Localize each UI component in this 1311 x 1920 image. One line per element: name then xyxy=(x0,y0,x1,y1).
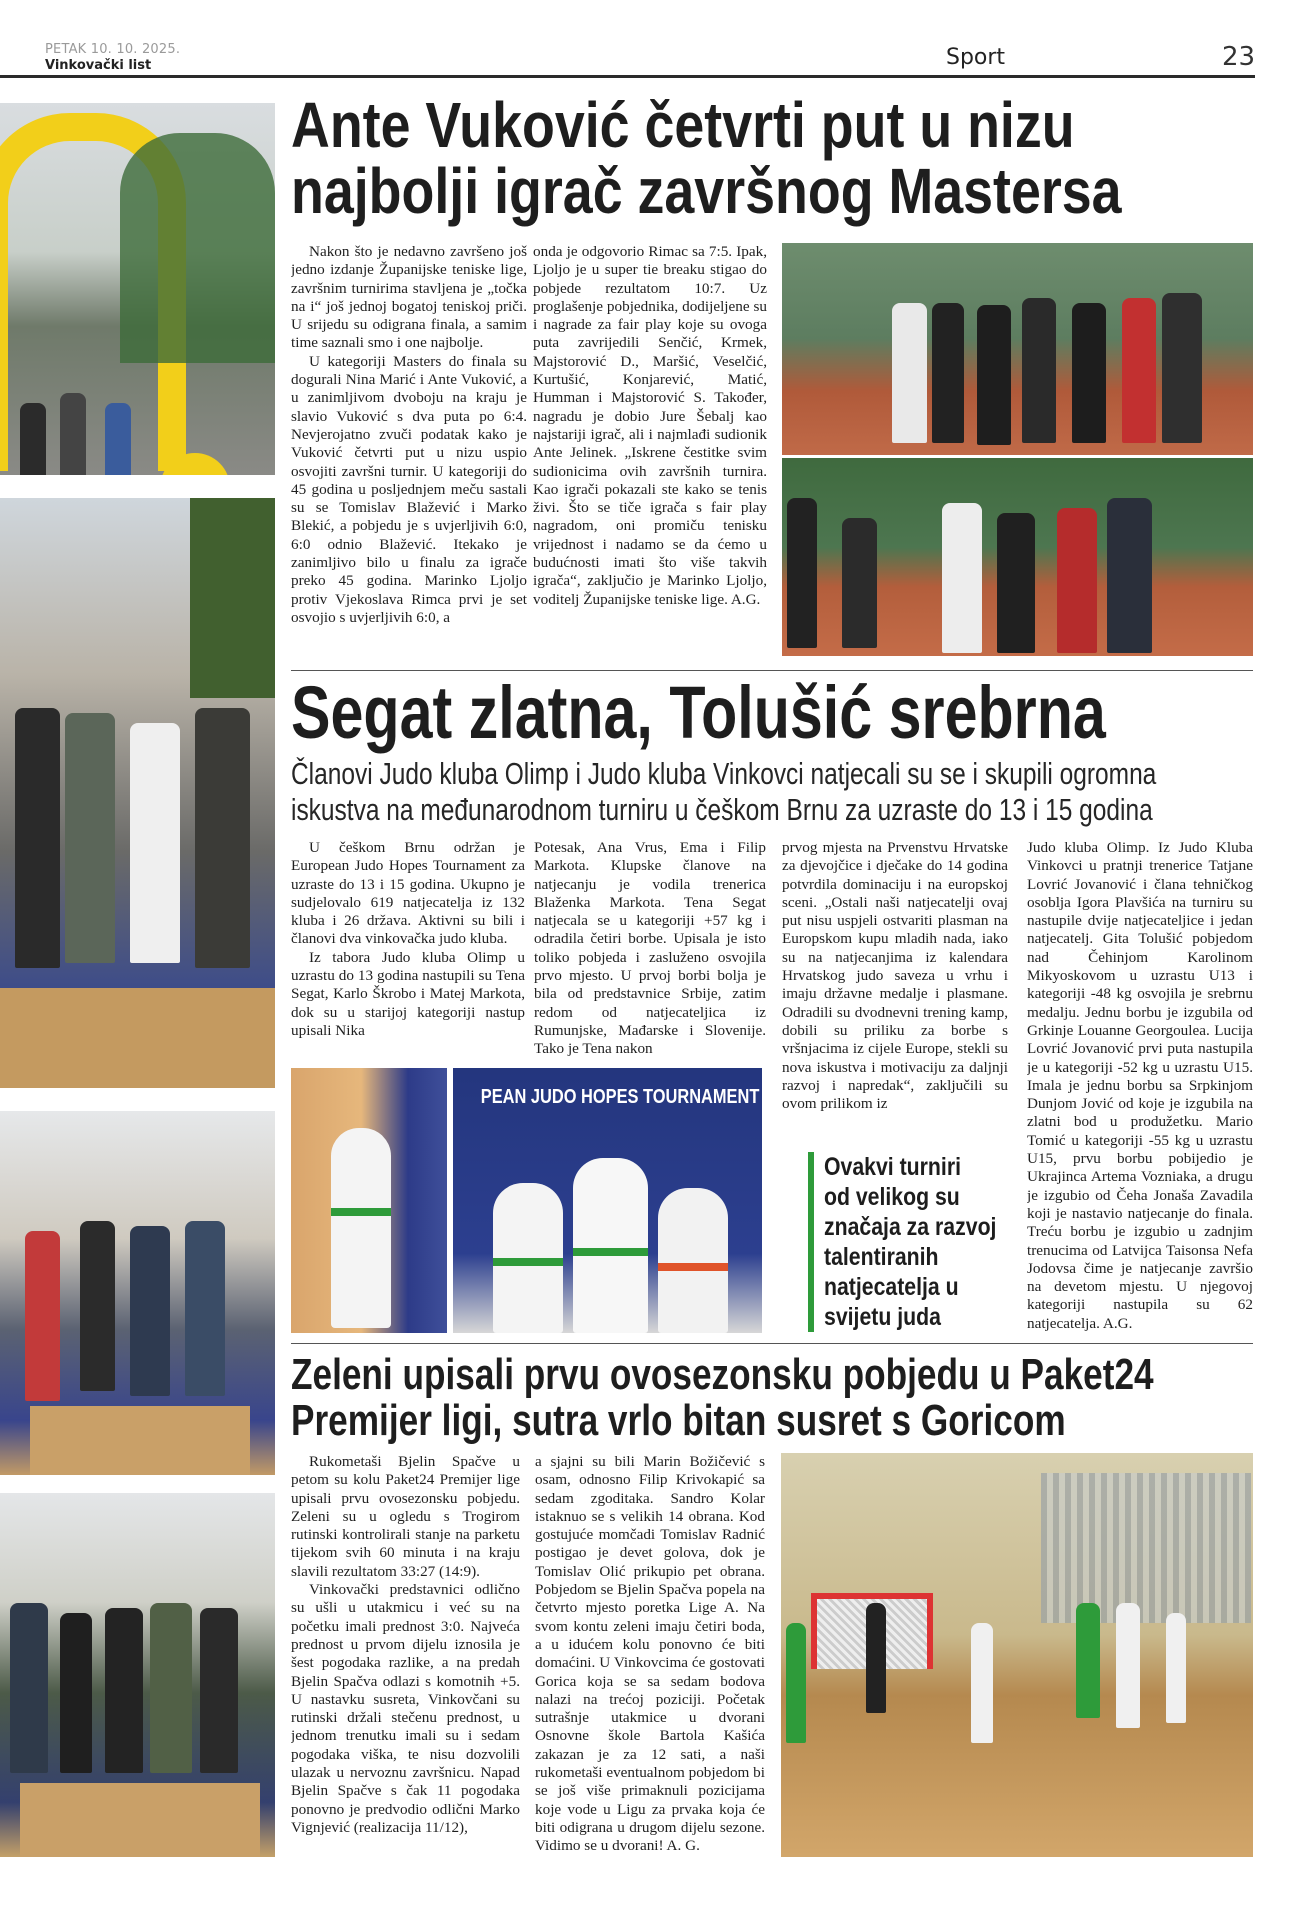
photo-marathon xyxy=(0,103,275,475)
subhead-line: iskustva na međunarodnom turniru u češkom Brnu za uzraste do 13 i 15 godina xyxy=(291,792,1153,827)
quote-line: od velikog su xyxy=(824,1183,960,1211)
article1-headline xyxy=(291,89,1280,227)
headline-line: Premijer ligi, sutra vrlo bitan susret s Goricom xyxy=(291,1396,1066,1445)
photo-judo-coaches xyxy=(0,498,275,1088)
pull-quote xyxy=(808,1152,1014,1332)
photo-handball-match xyxy=(781,1453,1253,1857)
headline-line: Segat zlatna, Tolušić srebrna xyxy=(291,671,1106,754)
header-rule xyxy=(0,75,1255,78)
quote-line: talentiranih xyxy=(824,1243,939,1271)
paragraph: a sjajni su bili Marin Božičević s osam, odnosno Filip Krivokapić sa sedam zgoditaka. Sandro Kolar istaknuo se s velikih 14 obrana. Kod gostujuće momčadi Tomislav Radnić postigao je devet golova, dok je Tomislav Olić prikupio pet obrana. Pobjedom se Bjelin Spačva popela na četvrto mjesto poretka Lige A. Na svom kontu zeleni imaju četiri boda, a u idućem kolu ponovno će biti domaćini. U Vinkovcima će gostovati Gorica koja se sa sedam bodova nalazi na trećoj poziciji. Početak sutrašnje utakmice u dvorani Osnovne škole Bartola Kašića zakazan je za 12 sati, a naši rukometaši eventualnom pobjedom bi se još više primaknuli pozicijama koje vode u Ligu za prvaka koja će biti odigrana u drugom dijelu sezone. Vidimo se u dvorani! A. G. xyxy=(535,1453,765,1855)
paragraph: Judo kluba Olimp. Iz Judo Kluba Vinkovci u pratnji trenerice Tatjane Lovrić Jovanović i člana tehničkog osoblja Igora Plavšića na turniru su nastupile dvije natjecateljice i jedan natjecatelj. Gita Tolušić pobjedom nad Čehinjom Karolinom Mikyoskovom u uzrastu U13 i kategoriji -48 kg osvojila je srebrnu medalju. Jednu borbu je izgubila od Grkinje Louanne Georgoulea. Lucija Lovrić Jovanović prvi puta nastupila je u kategoriji -52 kg u uzrastu U15. Imala je jednu borbu sa Srpkinjom Dunjom Jović od koje je izgubila na zlatni bod u produžetku. Mario Tomić u kategoriji -55 kg u uzrastu U15, prvu borbu pobijedio je Ukrajinca Artema Vozniaka, a drugu je izgubio od Čeha Jonaša Zavadila koji je nastavio natjecanje do finala. Treću borbu je izgubio u zadnjim trenucima od Latvijca Taisonsa Nefa Jodovsa čime je natjecanje završio na devetom mjestu. U njegovoj kategoriji nastupila su 62 natjecatelja. A.G. xyxy=(1027,839,1253,1332)
paragraph: U češkom Brnu održan je European Judo Hopes Tournament za uzraste do 13 i 15 godina. Ukupno je sudjelovalo 619 natjecatelja iz 132 kluba i 26 država. Aktivni su bili i članovi dva vinkovačka judo kluba. xyxy=(291,839,525,948)
photo-judoka-girl xyxy=(291,1068,447,1333)
photo-judo-podium-brno xyxy=(453,1068,762,1333)
paragraph: Rukometaši Bjelin Spačve u petom su kolu Paket24 Premijer lige upisali prvu ovosezonsku pobjedu. Zeleni su u ogledu s Trogirom rutinski kontrolirali stanje na parketu tijekom svih 60 minuta i na kraju slavili rezultatom 33:27 (14:9). xyxy=(291,1453,520,1580)
quote-line: natjecatelja u xyxy=(824,1273,959,1301)
subhead-line: Članovi Judo kluba Olimp i Judo kluba Vinkovci natjecali su se i skupili ogromna xyxy=(291,756,1157,791)
article2-column-2 xyxy=(534,839,766,1059)
paragraph: U kategoriji Masters do finala su dogurali Nina Marić i Ante Vuković, a u zanimljivom dvoboju na kraju je slavio Vuković s dva puta po 6:4. Nevjerojatno zvuči podatak kako je Vuković četvrti put u nizu uspio osvojiti završni turnir. U kategoriji do 45 godina u posljednjem meču sastali su se Tomislav Blažević i Marko Blekić, a pobjedu je s uvjerljivih 6:0, 6:0 odnio Blažević. Itekako je zanimljivo bilo u finalu za igrače preko 45 godina. Marinko Ljoljo protiv Vjekoslava Rimca prvi je set osvojio s uvjerljivih 6:0, a xyxy=(291,352,527,626)
article2-column-3 xyxy=(782,839,1008,1141)
article3-headline xyxy=(291,1352,1311,1444)
article3-column-1 xyxy=(291,1453,520,1857)
article2-column-1 xyxy=(291,839,525,1059)
photo-tennis-podium xyxy=(0,1493,275,1857)
newspaper-name: Vinkovački list xyxy=(45,58,152,73)
photo-judo-podium xyxy=(0,1111,275,1475)
article-divider xyxy=(291,1343,1253,1344)
quote-line: svijetu juda xyxy=(824,1303,941,1331)
paragraph: Potesak, Ana Vrus, Ema i Filip Markota. Klupske članove na natjecanju je vodila trenerica Blaženka Markota. Tena Segat natjecala se u kategoriji +57 kg i odradila četiri borbe. Upisala je isto toliko pobjeda i zasluženo osvojila prvo mjesto. U prvoj borbi bolja je bila od predstavnice Srbije, zatim redom od natjecateljica iz Rumunjske, Mađarske i Slovenije. Tako je Tena nakon xyxy=(534,839,766,1058)
issue-date: PETAK 10. 10. 2025. xyxy=(45,42,181,57)
article2-subhead xyxy=(291,756,1311,828)
quote-line: značaja za razvoj xyxy=(824,1213,997,1241)
photo-tennis-group-2 xyxy=(782,458,1253,656)
page-number: 23 xyxy=(1222,42,1256,72)
photo-banner-text: PEAN JUDO HOPES TOURNAMENT xyxy=(480,1086,760,1108)
quote-line: Ovakvi turniri xyxy=(824,1153,961,1181)
paragraph: onda je odgovorio Rimac sa 7:5. Ipak, Ljoljo je u super tie breaku stigao do pobjede rezultatom 10:7. Uz proglašenje pobjednika, dodijeljene su i nagrade za fair play koje su ovoga puta zavrijedili Senčić, Krmek, Majstorović D., Maršić, Veselčić, Kurtušić, Konjarević, Matić, Humman i Majstorović S. Također, nagradu je dobio Jure Šebalj kao najstariji igrač, ali i najmlađi sudionik Ante Jelinek. „Iskrene čestitke svim sudionicima ovih završnih turnira. Kao igrači pokazali ste kako se tenis živi. Što se tiče igrača s fair play nagradom, oni promiču tenisku vrijednost i nadamo se da ćemo u budućnosti imati što više takvih igrača“, zaključio je Marinko Ljoljo, voditelj Županijske teniske lige. A.G. xyxy=(533,243,767,608)
article3-column-2 xyxy=(535,1453,765,1857)
article1-column-1 xyxy=(291,243,527,663)
article2-headline xyxy=(291,671,1309,754)
article2-column-4 xyxy=(1027,839,1253,1336)
article1-column-2 xyxy=(533,243,767,663)
paragraph: Vinkovački predstavnici odlično su ušli u utakmicu i već su na početku imali prednost 3:0. Najveća prednost u prvom dijelu iznosila je šest pogodaka razlike, a na predah Bjelin Spačva odlazi s komotnih +5. U nastavku susreta, Vinkovčani su rutinski držali stečenu prednost, u jednom trenutku imali su i sedam pogodaka viška, te nisu dozvolili ulazak u nervoznu završnicu. Napad Bjelin Spačve s čak 11 pogodaka ponovno je predvodio odlični Marko Vignjević (realizacija 11/12), xyxy=(291,1581,520,1836)
photo-tennis-group-1 xyxy=(782,243,1253,455)
headline-line: Ante Vuković četvrti put u nizu xyxy=(291,89,1075,161)
paragraph: Iz tabora Judo kluba Olimp u uzrastu do 13 godina nastupili su Tena Segat, Karlo Škrobo i Matej Markota, dok su u starijoj kategoriji nastup upisali Nika xyxy=(291,948,525,1039)
headline-line: najbolji igrač završnog Mastersa xyxy=(291,155,1122,227)
section-title: Sport xyxy=(946,45,1006,70)
headline-line: Zeleni upisali prvu ovosezonsku pobjedu u Paket24 xyxy=(291,1350,1154,1399)
paragraph: Nakon što je nedavno završeno još jedno izdanje Županijske teniske lige, završnim turnirima stavljena je „točka na i“ još jednoj bogatoj teniskoj priči. U srijedu su odigrana finala, a samim time saznali smo i one najbolje. xyxy=(291,243,527,352)
paragraph: prvog mjesta na Prvenstvu Hrvatske za djevojčice i dječake do 14 godina potvrdila dominaciju i na europskoj sceni. „Ostali naši natjecatelji ovaj put nisu uspjeli ostvariti plasman na Europskom kupu mladih nada, iako su na natjecanjima iz kalendara Hrvatskog judo saveza u vrhu i imaju državne medalje i plasmane. Odradili su dvodnevni trening kamp, dobili su priliku za borbe s vršnjacima iz cijele Europe, stekli su nova iskustva i motivaciju za daljnji razvoj i napredak“, zaključili su ovom prilikom iz xyxy=(782,839,1008,1113)
